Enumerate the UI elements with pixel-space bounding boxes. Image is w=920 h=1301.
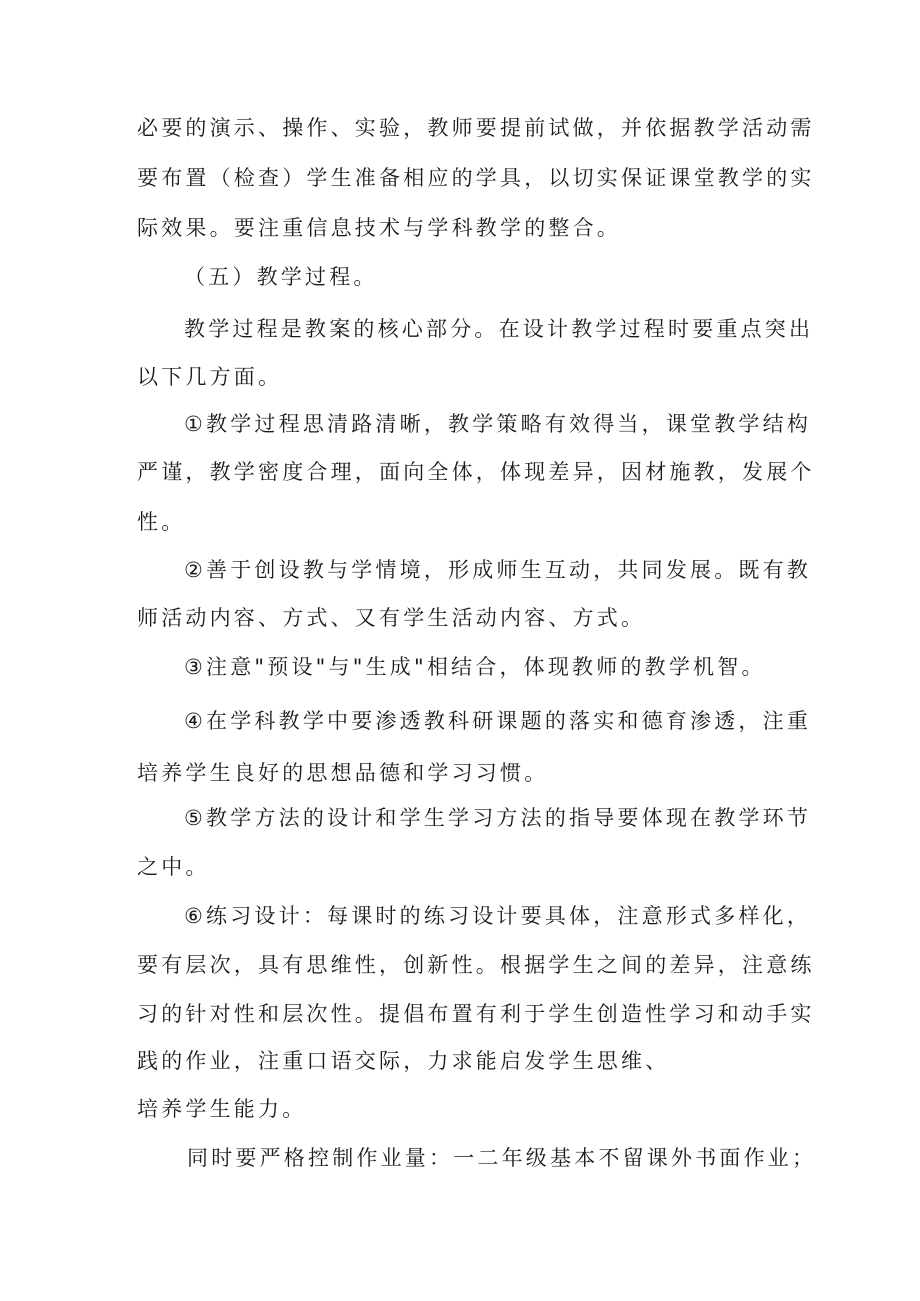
- paragraph-line: 同时要严格控制作业量：一二年级基本不留课外书面作业；: [187, 1146, 817, 1170]
- paragraph-line: 要有层次，具有思维性，创新性。根据学生之间的差异，注意练: [137, 953, 815, 977]
- paragraph-line: 必要的演示、操作、实验，教师要提前试做，并依据教学活动需: [137, 116, 815, 140]
- paragraph-line: 培养学生良好的思想品德和学习习惯。: [137, 761, 549, 785]
- paragraph-line: 师活动内容、方式、又有学生活动内容、方式。: [137, 606, 646, 630]
- list-item-2: ②善于创设教与学情境，形成师生互动，共同发展。既有教: [184, 558, 812, 582]
- paragraph-line: 性。: [137, 510, 186, 534]
- paragraph-line: 以下几方面。: [137, 365, 283, 389]
- paragraph-line: 培养学生能力。: [137, 1097, 307, 1121]
- list-item-6: ⑥练习设计：每课时的练习设计要具体，注意形式多样化，: [184, 904, 812, 928]
- paragraph-line: 要布置（检查）学生准备相应的学具，以切实保证课堂教学的实: [137, 166, 815, 190]
- paragraph-line: 之中。: [137, 855, 210, 879]
- list-item-1: ①教学过程思清路清晰，教学策略有效得当，课堂教学结构: [184, 412, 812, 436]
- paragraph-line: 严谨，教学密度合理，面向全体，体现差异，因材施教，发展个: [137, 460, 815, 484]
- paragraph-line: 际效果。要注重信息技术与学科教学的整合。: [137, 216, 621, 240]
- list-item-5: ⑤教学方法的设计和学生学习方法的指导要体现在教学环节: [184, 806, 812, 830]
- list-item-3: ③注意"预设"与"生成"相结合，体现教师的教学机智。: [184, 655, 766, 679]
- paragraph-line: 践的作业，注重口语交际，力求能启发学生思维、: [137, 1049, 670, 1073]
- list-item-4: ④在学科教学中要渗透教科研课题的落实和德育渗透，注重: [184, 709, 812, 733]
- paragraph-line: 习的针对性和层次性。提倡布置有利于学生创造性学习和动手实: [137, 1002, 815, 1026]
- paragraph-line: 教学过程是教案的核心部分。在设计教学过程时要重点突出: [184, 317, 814, 341]
- section-heading: （五）教学过程。: [184, 265, 378, 289]
